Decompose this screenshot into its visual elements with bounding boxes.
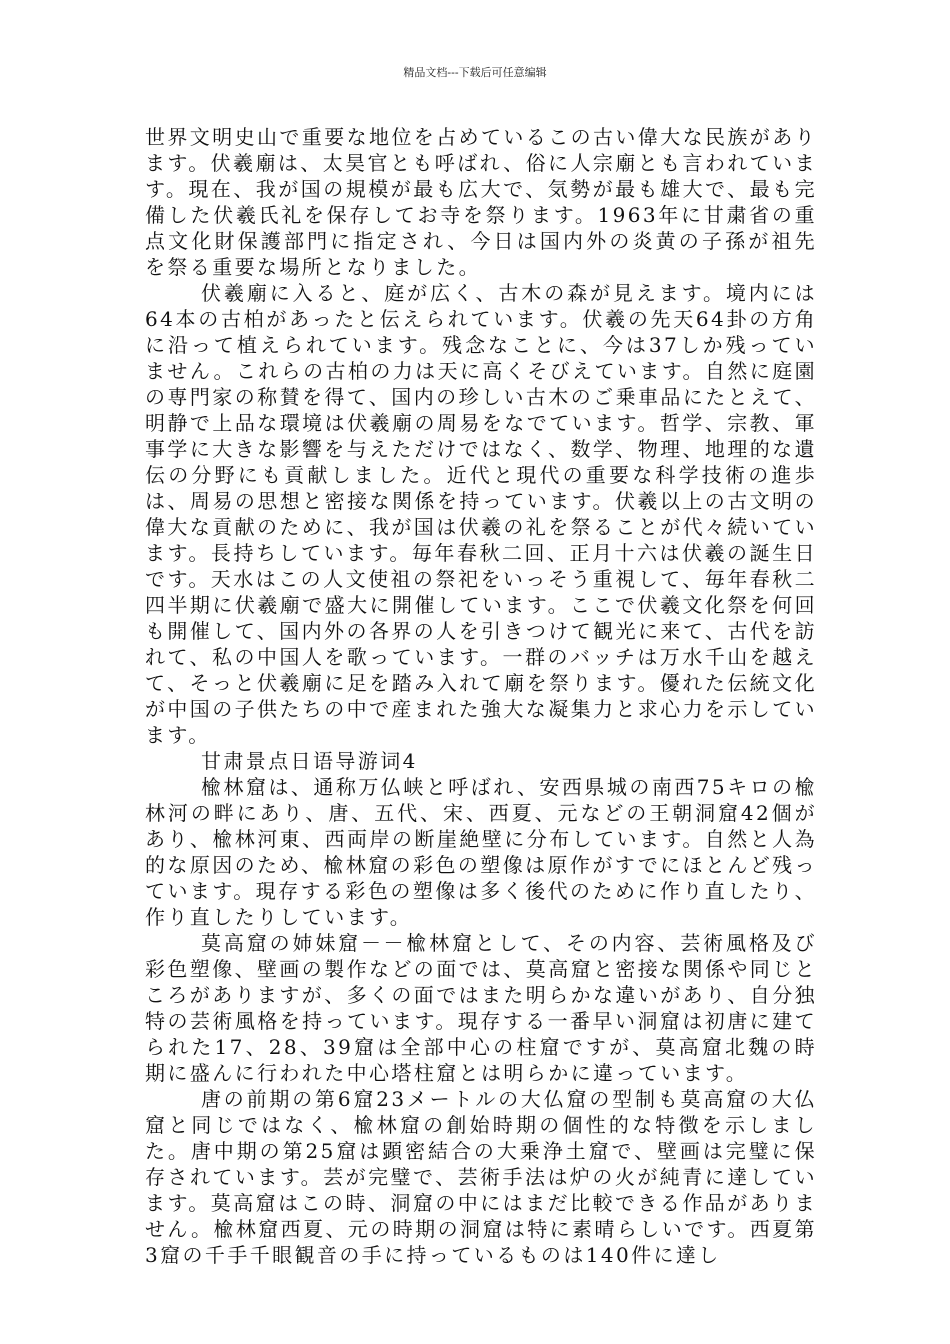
paragraph-yulin-intro: 楡林窟は、通称万仏峡と呼ばれ、安西県城の南西75キロの楡林河の畔にあり、唐、五代、宋、西夏、元などの王朝洞窟42個があり、楡林河東、西両岸の断崖絶壁に分布しています。自然と人為的な原因のため、楡林窟の彩色の塑像は原作がすでにほとんど残っています。現存する彩色の塑像は多く後代のために作り直したり、作り直したりしています。: [145, 775, 817, 929]
document-body: [145, 124, 817, 1268]
paragraph-fuxi-temple: 伏羲廟に入ると、庭が広く、古木の森が見えます。境内には64本の古柏があったと伝えられています。伏羲の先天64卦の方角に沿って植えられています。残念なことに、今は37しか残っていません。これらの古柏の力は天に高くそびえています。自然に庭園の専門家の称賛を得て、国内の珍しい古木のご乗車品にたとえて、明静で上品な環境は伏羲廟の周易をなでています。哲学、宗教、軍事学に大きな影響を与えただけではなく、数学、物理、地理的な遺伝の分野にも貢献しました。近代と現代の重要な科学技術の進歩は、周易の思想と密接な関係を持っています。伏羲以上の古文明の偉大な貢献のために、我が国は伏羲の礼を祭ることが代々続いています。長持ちしています。毎年春秋二回、正月十六は伏羲の誕生日です。天水はこの人文使祖の祭祀をいっそう重視して、毎年春秋二四半期に伏羲廟で盛大に開催しています。ここで伏羲文化祭を何回も開催して、国内外の各界の人を引きつけて観光に来て、古代を訪れて、私の中国人を歌っています。一群のバッチは万水千山を越えて、そっと伏羲廟に足を踏み入れて廟を祭ります。優れた伝統文化が中国の子供たちの中で産まれた強大な凝集力と求心力を示しています。: [145, 281, 817, 747]
paragraph-yulin-sister-caves: 莫高窟の姉妹窟－－楡林窟として、その内容、芸術風格及び彩色塑像、壁画の製作などの面では、莫高窟と密接な関係や同じところがありますが、多くの面ではまた明らかな違いがあり、自分独特の芸術風格を持っています。現存する一番早い洞窟は初唐に建てられた17、28、39窟は全部中心の柱窟ですが、莫高窟北魏の時期に盛んに行われた中心塔柱窟とは明らかに違っています。: [145, 931, 817, 1085]
paragraph-fuxi-intro: 世界文明史山で重要な地位を占めているこの古い偉大な民族があります。伏羲廟は、太昊官とも呼ばれ、俗に人宗廟とも言われています。現在、我が国の規模が最も広大で、気勢が最も雄大で、最も完備した伏羲氏礼を保存してお寺を祭ります。1963年に甘粛省の重点文化財保護部門に指定され、今日は国内外の炎黄の子孫が祖先を祭る重要な場所となりました。: [145, 125, 817, 279]
section-heading: 甘肃景点日语导游词4: [201, 749, 418, 773]
page-header: 精品文档---下载后可任意编辑: [403, 66, 547, 79]
paragraph-yulin-tang: 唐の前期の第6窟23メートルの大仏窟の型制も莫高窟の大仏窟と同じではなく、楡林窟の創始時期の個性的な特徴を示しました。唐中期の第25窟は顕密結合の大乗浄土窟で、壁画は完璧に保存されています。芸が完璧で、芸術手法は炉の火が純青に達しています。莫高窟はこの時、洞窟の中にはまだ比較できる作品がありません。楡林窟西夏、元の時期の洞窟は特に素晴らしいです。西夏第3窟の千手千眼観音の手に持っているものは140件に達し: [145, 1087, 817, 1267]
